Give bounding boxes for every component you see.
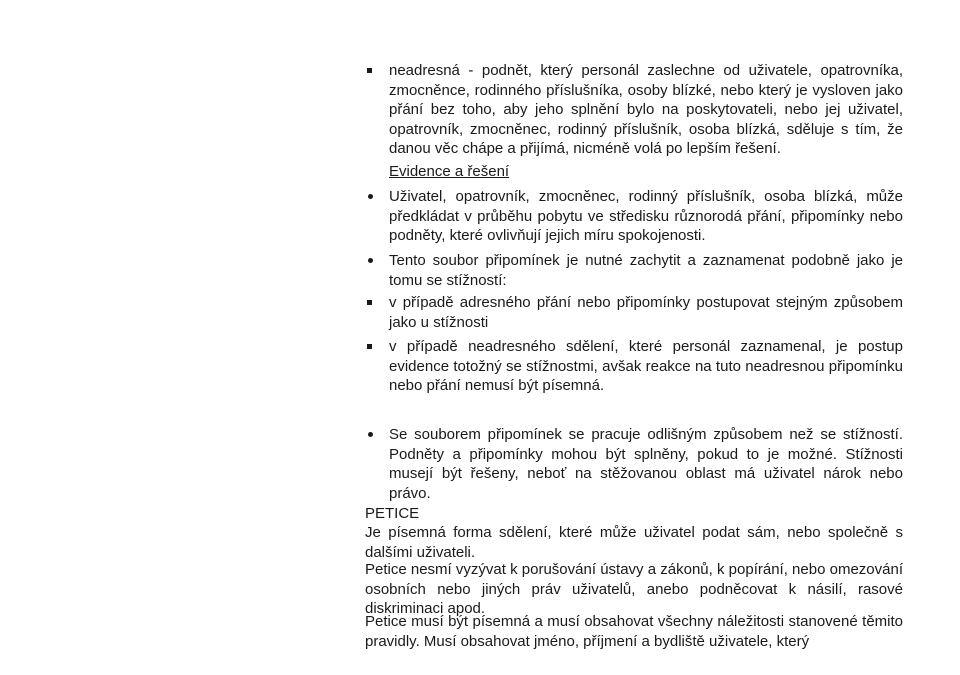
list-item-neadresne [365,337,903,396]
list-item-uzivatel [365,187,903,246]
paragraph-petice-musi: Petice musí být písemná a musí obsahovat všechny náležitosti stanovené těmito pravidly. Musí obsahovat jméno, příjmení a bydliště uživatele, který [365,613,903,650]
list-item-tento-soubor [365,251,903,290]
round-bullet-icon [365,187,379,199]
paragraph-tento-soubor: Tento soubor připomínek je nutné zachytit a zaznamenat podobně jako je tomu se stížností: [389,252,903,289]
heading-petice: PETICE [365,505,420,522]
square-bullet-icon [365,61,379,73]
list-item-adresne [365,293,903,332]
paragraph-petice-nesmi: Petice nesmí vyzývat k porušování ústavy a zákonů, k popírání, nebo omezování osobních nebo jiných práv uživatelů, anebo podněcovat k násilí, rasové diskriminaci apod. [365,561,903,617]
heading-evidence: Evidence a řešení [389,163,510,180]
square-bullet-icon [365,337,379,349]
paragraph-adresne: v případě adresného přání nebo připomínky postupovat stejným způsobem jako u stížnosti [389,294,903,331]
list-item-neadresna [365,61,903,159]
round-bullet-icon [365,425,379,437]
paragraph-se-souborem: Se souborem připomínek se pracuje odlišným způsobem než se stížností. Podněty a připomínky mohou být splněny, pokud to je možné. Stížnosti musejí být řešeny, neboť na stěžovanou oblast má uživatel nárok nebo právo. [389,426,903,502]
square-bullet-icon [365,293,379,305]
paragraph-neadresne: v případě neadresného sdělení, které personál zaznamenal, je postup evidence totožný se stížnostmi, avšak reakce na tuto neadresnou připomínku nebo přání nemusí být písemná. [389,338,903,394]
round-bullet-icon [365,251,379,263]
paragraph-neadresna: neadresná - podnět, který personál zaslechne od uživatele, opatrovníka, zmocněnce, rodinného příslušníka, osoby blízké, nebo který je vysloven jako přání bez toho, aby jeho splnění bylo na poskytovateli, nebo jej uživatel, opatrovník, zmocněnec, rodinný příslušník, osoba blízká, sděluje s tím, že danou věc chápe a přijímá, nicméně volá po lepším řešení. [389,62,903,157]
list-item-se-souborem [365,425,903,503]
paragraph-petice-forma: Je písemná forma sdělení, které může uživatel podat sám, nebo společně s dalšími uživateli. [365,524,903,561]
paragraph-uzivatel: Uživatel, opatrovník, zmocněnec, rodinný příslušník, osoba blízká, může předkládat v průběhu pobytu ve středisku různorodá přání, připomínky nebo podněty, které ovlivňují jejich míru spokojenosti. [389,188,903,244]
